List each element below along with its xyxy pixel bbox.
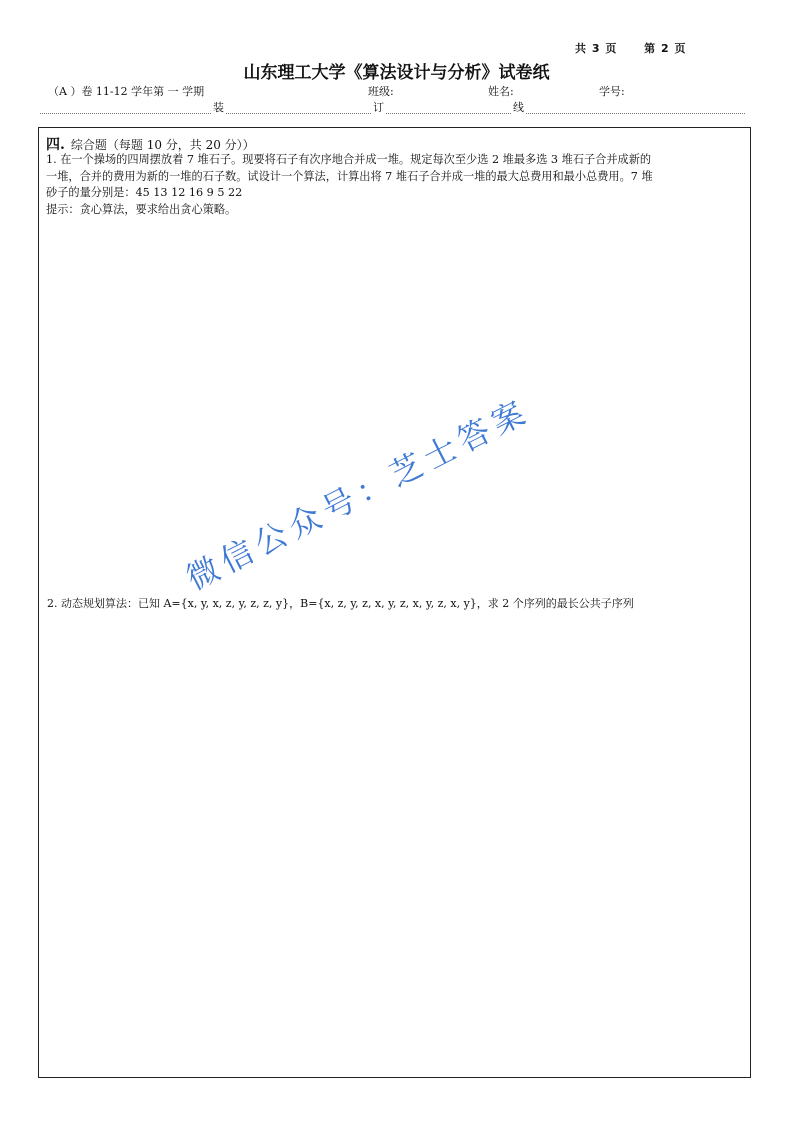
watermark: 微信公众号：芝士答案 xyxy=(180,391,537,598)
class-field-label: 班级: xyxy=(368,85,394,98)
answer-area xyxy=(38,127,751,1078)
question-1-line-2: 一堆，合并的费用为新的一堆的石子数。试设计一个算法，计算出将 7 堆石子合并成一堆的最大总费用和最小总费用。7 堆 xyxy=(46,169,653,183)
question-1 xyxy=(46,152,746,218)
student-info-row xyxy=(48,83,748,99)
question-1-hint: 提示：贪心算法，要求给出贪心策略。 xyxy=(46,202,237,216)
question-1-line-3: 砂子的量分别是：45 13 12 16 9 5 22 xyxy=(46,186,243,199)
exam-title: 山东理工大学《算法设计与分析》试卷纸 xyxy=(243,63,550,83)
section-title: 综合题（每题 10 分，共 20 分）） xyxy=(70,138,255,152)
page-count xyxy=(575,40,709,56)
question-2: 2. 动态规划算法：已知 A={x, y, x, z, y, z, z, y}，B={x, z, y, z, x, y, z, x, y, z, x, y}，求 2 个序列的最长公共子序列 xyxy=(47,597,634,610)
binding-mark-ding: 订 xyxy=(373,101,384,114)
exam-volume: （A ）卷 11-12 学年第 一 学期 xyxy=(48,85,205,98)
binding-mark-xian: 线 xyxy=(513,101,524,114)
name-field-label: 姓名: xyxy=(488,85,514,98)
student-id-field-label: 学号: xyxy=(599,85,625,98)
binding-mark-zhuang: 装 xyxy=(213,101,224,114)
current-page: 第 2 页 xyxy=(644,42,687,55)
question-1-line-1: 1. 在一个操场的四周摆放着 7 堆石子。现要将石子有次序地合并成一堆。规定每次至少选 2 堆最多选 3 堆石子合并成新的 xyxy=(46,153,652,166)
binding-line xyxy=(40,99,745,114)
total-pages: 共 3 页 xyxy=(575,42,618,55)
section-heading xyxy=(46,134,255,154)
section-number: 四. xyxy=(46,137,65,153)
